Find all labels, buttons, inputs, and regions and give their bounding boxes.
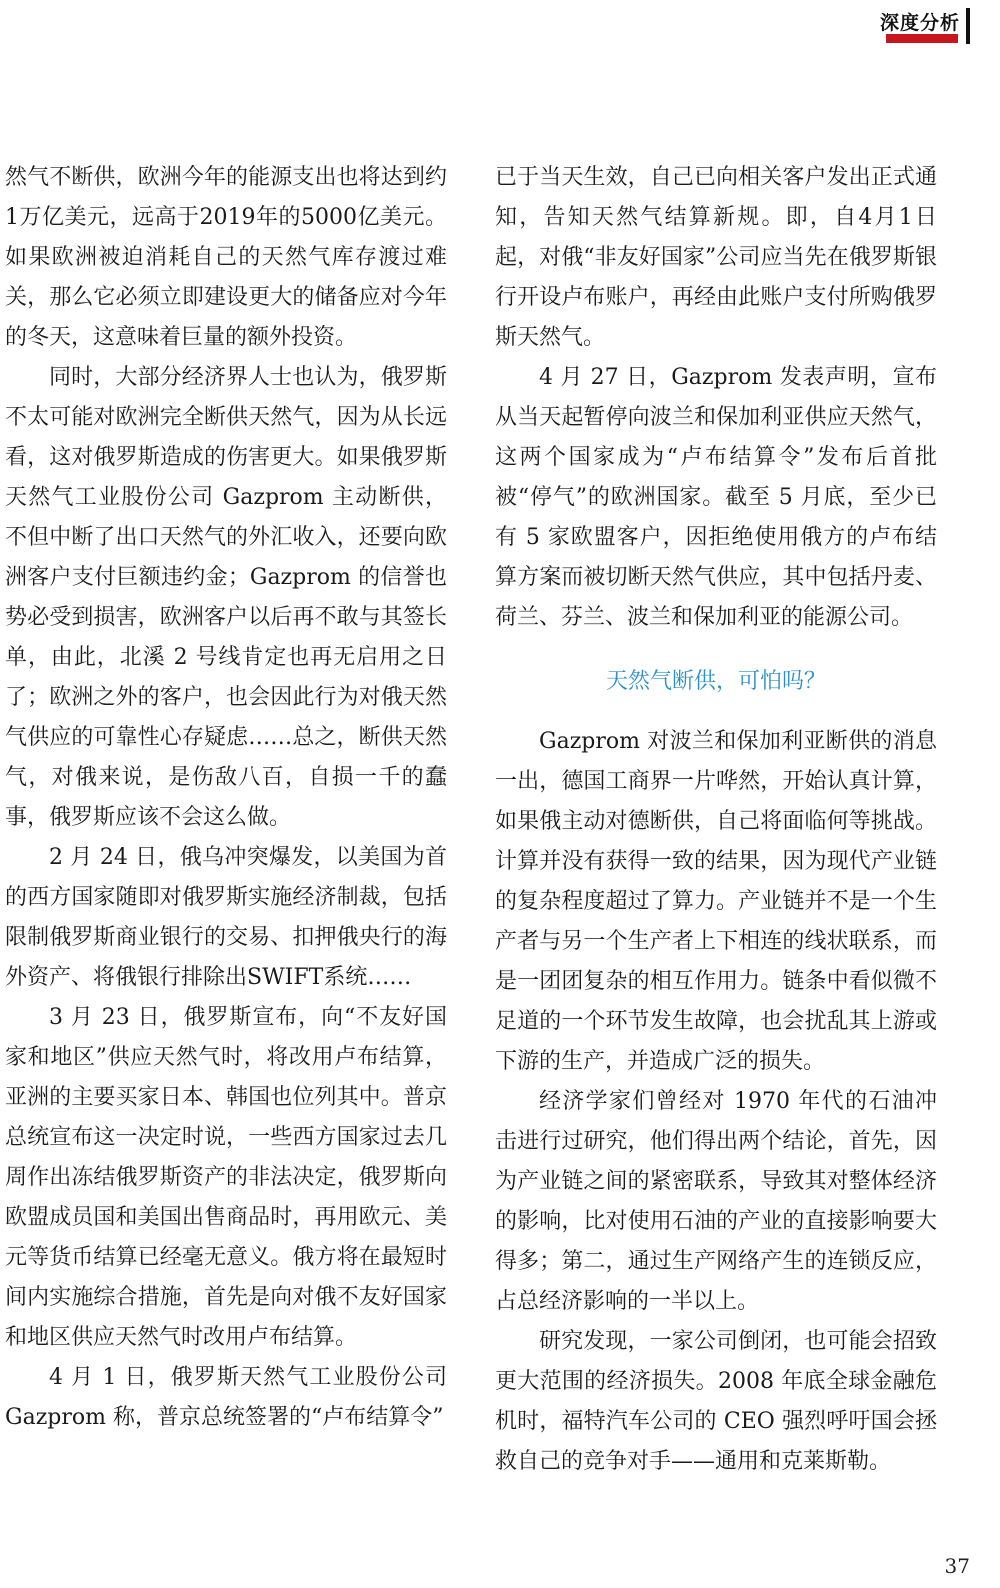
section-tag-rule: [966, 8, 970, 44]
paragraph: 同时，大部分经济界人士也认为，俄罗斯不太可能对欧洲完全断供天然气，因为从长远看，这对俄罗斯造成的伤害更大。如果俄罗斯天然气工业股份公司 Gazprom 主动断供，不但中断了出口天然气的外汇收入，还要向欧洲客户支付巨额违约金；Gazprom 的信誉也势必受到损害，欧洲客户以后再不敢与其签长单，由此，北溪 2 号线肯定也再无启用之日了；欧洲之外的客户，也会因此行为对俄天然气供应的可靠性心存疑虑……总之，断供天然气，对俄来说，是伤敌八百，自损一千的蠢事，俄罗斯应该不会这么做。: [5, 365, 447, 830]
paragraph: 3 月 23 日，俄罗斯宣布，向“不友好国家和地区”供应天然气时，将改用卢布结算，亚洲的主要买家日本、韩国也位列其中。普京总统宣布这一决定时说，一些西方国家过去几周作出冻结俄罗斯资产的非法决定，俄罗斯向欧盟成员国和美国出售商品时，再用欧元、美元等货币结算已经毫无意义。俄方将在最短时间内实施综合措施，首先是向对俄不友好国家和地区供应天然气时改用卢布结算。: [5, 1005, 447, 1350]
section-subheading: 天然气断供，可怕吗？: [605, 669, 826, 694]
paragraph: 2 月 24 日，俄乌冲突爆发，以美国为首的西方国家随即对俄罗斯实施经济制裁，包括限制俄罗斯商业银行的交易、扣押俄央行的海外资产、将俄银行排除出SWIFT系统……: [5, 845, 447, 990]
paragraph: 4 月 1 日，俄罗斯天然气工业股份公司 Gazprom 称，普京总统签署的“卢布结算令”: [5, 1365, 447, 1430]
paragraph: 4 月 27 日，Gazprom 发表声明，宣布从当天起暂停向波兰和保加利亚供应天然气，这两个国家成为“卢布结算令”发布后首批被“停气”的欧洲国家。截至 5 月底，至少已有 5 家欧盟客户，因拒绝使用俄方的卢布结算方案而被切断天然气供应，其中包括丹麦、荷兰、芬兰、波兰和保加利亚的能源公司。: [495, 365, 937, 630]
left-column: [5, 158, 447, 1438]
section-tag-bar: [886, 34, 958, 43]
page-number: 37: [944, 1554, 970, 1578]
paragraph: 已于当天生效，自己已向相关客户发出正式通知，告知天然气结算新规。即，自4月1日起，对俄“非友好国家”公司应当先在俄罗斯银行开设卢布账户，再经由此账户支付所购俄罗斯天然气。: [495, 165, 937, 350]
right-column: [495, 158, 937, 1482]
paragraph: 然气不断供，欧洲今年的能源支出也将达到约1万亿美元，远高于2019年的5000亿美元。如果欧洲被迫消耗自己的天然气库存渡过难关，那么它必须立即建设更大的储备应对今年的冬天，这意味着巨量的额外投资。: [5, 165, 447, 350]
paragraph: 研究发现，一家公司倒闭，也可能会招致更大范围的经济损失。2008 年底全球金融危机时，福特汽车公司的 CEO 强烈呼吁国会拯救自己的竞争对手——通用和克莱斯勒。: [495, 1329, 937, 1474]
section-tag: 深度分析: [879, 12, 960, 34]
paragraph: 经济学家们曾经对 1970 年代的石油冲击进行过研究，他们得出两个结论，首先，因为产业链之间的紧密联系，导致其对整体经济的影响，比对使用石油的产业的直接影响要大得多；第二，通过生产网络产生的连锁反应，占总经济影响的一半以上。: [495, 1089, 937, 1314]
paragraph: Gazprom 对波兰和保加利亚断供的消息一出，德国工商界一片哗然，开始认真计算，如果俄主动对德断供，自己将面临何等挑战。计算并没有获得一致的结果，因为现代产业链的复杂程度超过了算力。产业链并不是一个生产者与另一个生产者上下相连的线状联系，而是一团团复杂的相互作用力。链条中看似微不足道的一个环节发生故障，也会扰乱其上游或下游的生产，并造成广泛的损失。: [495, 729, 937, 1074]
